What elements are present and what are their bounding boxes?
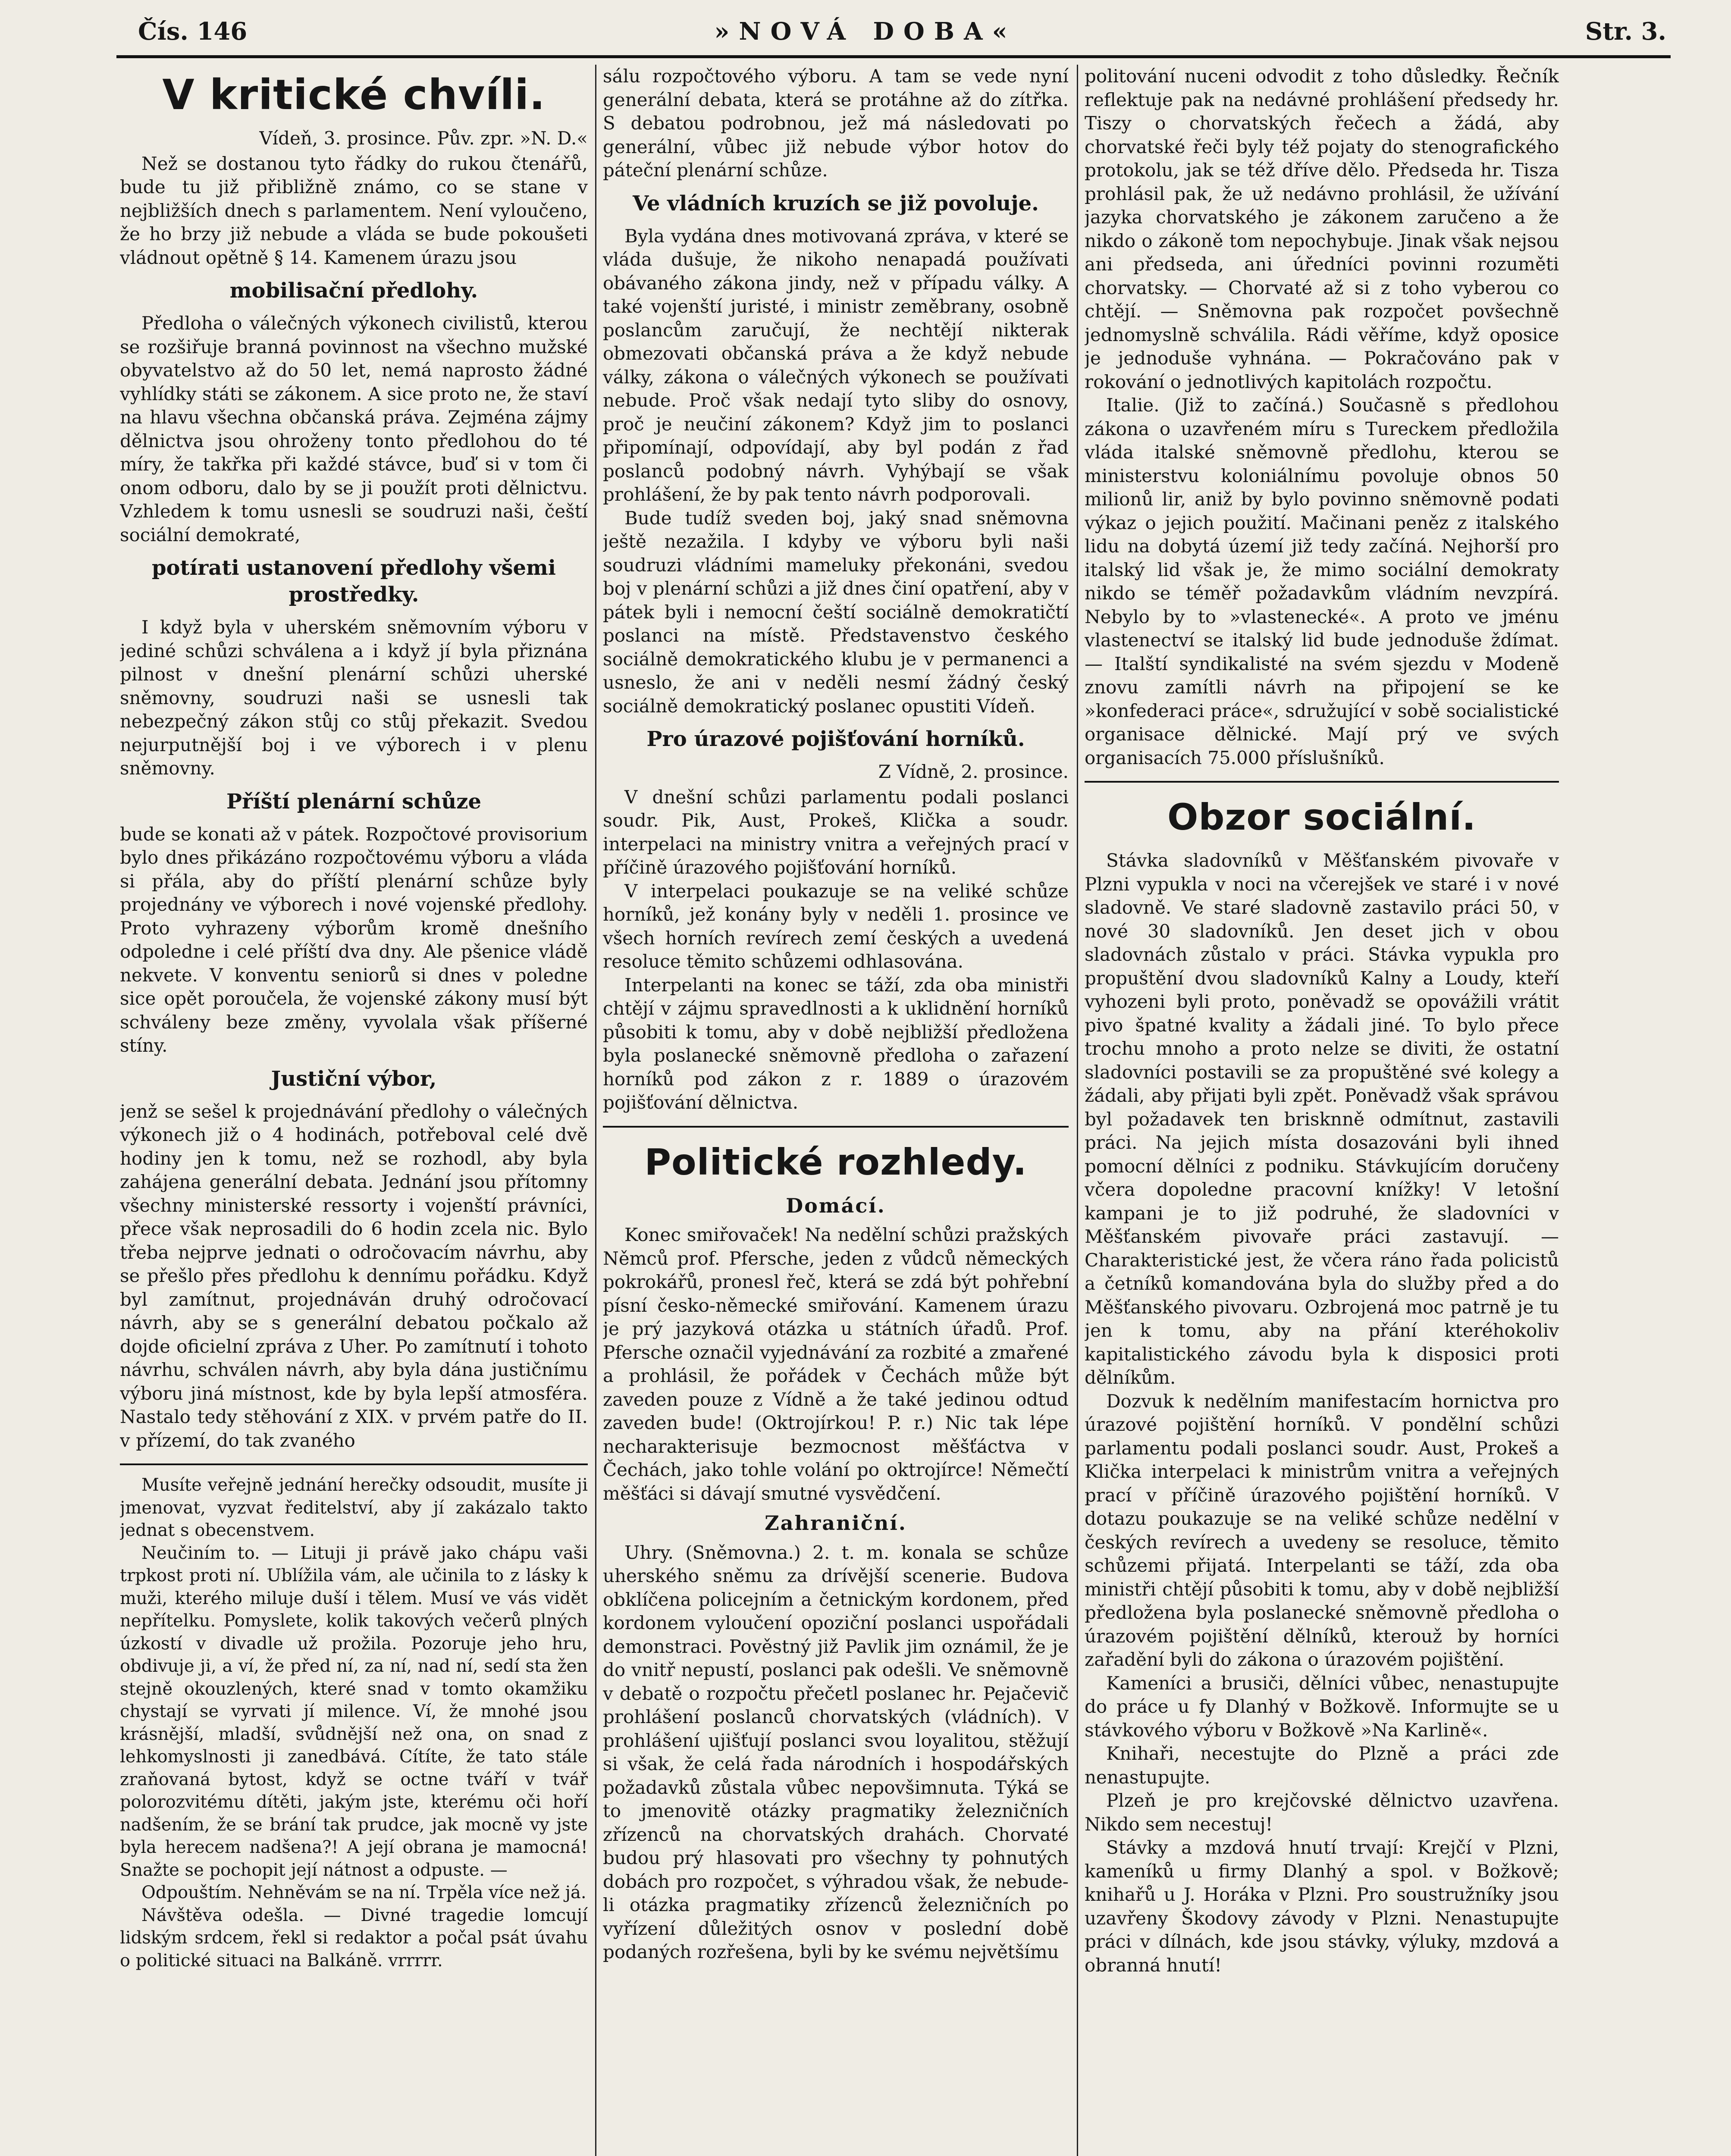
article-dateline: Z Vídně, 2. prosince. xyxy=(878,761,1069,782)
article-paragraph: Interpelanti na konec se táží, zda oba ministři chtějí v zájmu spravedlnosti a k uklidnění horníků působiti k tomu, aby v době nejbližší předložena byla poslanecké sněmovně předloha o zařazení horníků pod zákon z r. 1889 o úrazovém pojišťování dělnictva. xyxy=(603,974,1069,1113)
running-header xyxy=(0,0,1731,60)
header-rule xyxy=(116,55,1671,58)
article-subheading: potírati ustanovení předlohy všemi prostředky. xyxy=(151,556,556,607)
article-subheading: Pro úrazové pojišťování horníků. xyxy=(646,727,1025,751)
issue-number: Čís. 146 xyxy=(138,17,248,46)
article-paragraph: bude se konati až v pátek. Rozpočtové provisorium bylo dnes přikázáno rozpočtovému výboru a vláda si přála, aby do příští plenární schůze byly projednány ve výborech i nové vojenské předlohy. Proto vyhrazeny výborům kromě dnešního odpoledne i celé příští dva dny. Ale pšenice vládě nekvete. V konventu seniorů si dnes v poledne sice opět poroučela, že vojenské zákony musí být schváleny beze změny, vyvolala však příšerné stíny. xyxy=(120,823,588,1056)
article-subheading: Ve vládních kruzích se již povoluje. xyxy=(633,191,1039,216)
article-paragraph: Italie. (Již to začíná.) Současně s předlohou zákona o uzavřeném míru s Tureckem předložila vláda italské sněmovně předlohu, kterou se ministerstvu koloniálnímu povoluje obnos 50 milionů lir, aniž by bylo povinno sněmovně podati výkaz o jejich použití. Mačinani peněz z italského lidu na dobytá území již tedy začíná. Nejhorší pro italský lid však je, že mimo sociální demokraty nikdo se téměř požadavkům vládním nevzpírá. Nebylo by to »vlastenecké«. A proto ve jménu vlastenectví se italský lid bude jednoduše ždímat. — Italští syndikalisté na svém sjezdu v Modeně znovu zamítli návrh na připojení se ke »konfederaci práce«, sdružující v sobě socialistické organisace dělnické. Mají prý ve svých organisacích 75.000 příslušníků. xyxy=(1085,395,1559,768)
article-paragraph: Uhry. (Sněmovna.) 2. t. m. konala se schůze uherského sněmu za drívější scenerie. Budova obklíčena policejním a četnickým kordonem, před kordonem vyloučení opoziční poslanci uspořádali demonstraci. Pověstný již Pavlik jim oznámil, že je do vnitř nepustí, poslanci pak odešli. Ve sněmovně v debatě o rozpočtu přečetl poslanec hr. Pejačevič prohlášení poslanců chorvatských (vládních). V prohlášení ujišťují poslanci svou loyalitou, stěžují si však, že celá řada národních i hospodářských požadavků zůstala vůbec nepovšimnuta. Týká se to jmenovitě otázky pragmatiky železničních zřízenců na chorvatských drahách. Chorvaté budou prý hlasovati pro všechny ty pohnutých dobách pro rozpočet, s výhradou však, že nebude-li otázka pragmatiky zřízenců železničních po vyřízení důležitých osnov v poslední době podaných rozřešena, byli by ke svému největšímu xyxy=(603,1542,1069,1962)
section-label: Zahraniční. xyxy=(765,1511,907,1535)
article-paragraph: jenž se sešel k projednávání předlohy o válečných výkonech již o 4 hodinách, potřeboval celé dvě hodiny jen k tomu, než se rozhodl, aby byla zahájena generální debata. Jednání jsou přítomny všechny ministerské ressorty i vojenští právníci, přece však neprosadili do 6 hodin zcela nic. Bylo třeba nejprve jednati o odročovacím návrhu, aby se přešlo přes předlohu k dennímu pořádku. Když byl zamítnut, projednáván druhý odročovací návrh, aby se s generální debatou počkalo až dojde oficielní zpráva z Uher. Po zamítnutí i tohoto návrhu, schválen návrh, aby byla dána justičnímu výboru jiná místnost, kde by byla lepší atmosféra. Nastalo tedy stěhování z XIX. v prvém patře do II. v přízemí, do tak zvaného xyxy=(120,1100,588,1451)
column-1 xyxy=(120,65,588,2156)
column-divider-2 xyxy=(1077,65,1078,2156)
article-paragraph: Stávka sladovníků v Měšťanském pivovaře v Plzni vypukla v noci na včerejšek ve staré i v nové sladovně. Ve staré sladovně zastavilo práci 50, v nové 30 sladovníků. Jen deset jich v obou sladovnách zůstalo v práci. Stávka vypukla pro propuštění dvou sladovníků Kalny a Loudy, kteří vyhozeni byli proto, poněvadž se opovážili vrátit pivo špatné kvality a žádali jiné. To bylo přece trochu mnoho a proto nelze se diviti, že ostatní sladovníci postavili se za propuštěné své kolegy a žádali, aby přijati byli zpět. Poněvadž však správou byl požadavek ten brisknně odmítnut, zastavili práci. Na jejich místa dosazováni byli ihned pomocní dělníci z podniku. Stávkujícím doručeny včera dopoledne pracovní knížky! V letošní kampani je to již podruhé, že sladovníci v Měšťanském pivovaře práci zastavují. — Charakteristické jest, že včera ráno řada policistů a četníků komandována byla do služby před a do Měšťanského pivovaru. Ozbrojená moc patrně je tu jen k tomu, aby na přání kteréhokoliv kapitalistického závodu byla k disposici proti dělníkům. xyxy=(1085,850,1559,1388)
section-rule xyxy=(603,1126,1069,1128)
section-headline: Politické rozhledy. xyxy=(644,1141,1027,1183)
article-paragraph: Bude tudíž sveden boj, jaký snad sněmovna ještě nezažila. I kdyby ve výboru byli naši soudruzi vládními mameluky překonáni, svedou boj v plenární schůzi a již dnes činí opatření, aby v pátek byli i nemocní čeští sociálně demokratičtí poslanci na místě. Představenstvo českého sociálně demokratického klubu je v permanenci a usneslo, že ani v neděli nesmí žádný český sociálně demokratický poslanec opustiti Vídeň. xyxy=(603,507,1069,717)
article-paragraph: V interpelaci poukazuje se na veliké schůze horníků, jež konány byly v neděli 1. prosince ve všech horních revírech zemí českých a uvedená resoluce těmito schůzemi odhlasována. xyxy=(603,880,1069,972)
column-divider-1 xyxy=(595,65,596,2156)
feuilleton-paragraph: Návštěva odešla. — Divné tragedie lomcují lidským srdcem, řekl si redaktor a počal psát úvahu o politické situaci na Balkáně. vrrrrr. xyxy=(120,1905,588,1971)
page-number: Str. 3. xyxy=(1585,17,1666,46)
article-subheading: mobilisační předlohy. xyxy=(229,279,478,303)
article-paragraph: sálu rozpočtového výboru. A tam se vede nyní generální debata, která se protáhne až do zítřka. S debatou podrobnou, jež má následovati po generální, vůbec již nebude výbor hotov do páteční plenární schůze. xyxy=(603,66,1069,181)
article-paragraph: Kameníci a brusiči, dělníci vůbec, nenastupujte do práce u fy Dlanhý v Božkově. Informujte se u stávkového výboru v Božkově »Na Karlině«. xyxy=(1085,1672,1559,1741)
column-2 xyxy=(603,65,1069,2156)
section-headline: Obzor sociální. xyxy=(1167,796,1477,838)
feuilleton-paragraph: Neučiním to. — Lituji ji právě jako chápu vaši trpkost proti ní. Ublížila vám, ale učinila to z lásky k muži, kterého miluje duší i tělem. Musí ve vás vidět nepřítelku. Pomyslete, kolik takových večerů plných úzkostí v divadle už prožila. Pozoruje jeho hru, obdivuje ji, a ví, že před ní, za ní, nad ní, sedí sta žen stejně okouzlených, které snad v tomto okamžiku chystají se vyrvati jí milence. Ví, že mnohé jsou krásnější, mladší, svůdnější než ona, on snad z lehkomyslnosti ji zanedbává. Cítíte, že tato stále zraňovaná bytost, když se octne tváří v tvář polorozvitému dítěti, jakým jste, kterému oči hoří nadšením, že se brání tak prudce, jak mocně vy jste byla herecem nadšena?! A její obrana je mamocná! Snažte se pochopit její nátnost a odpuste. — xyxy=(120,1543,588,1880)
feuilleton-paragraph: Odpouštím. Nehněvám se na ní. Trpěla více než já. xyxy=(141,1883,586,1902)
article-paragraph: Stávky a mzdová hnutí trvají: Krejčí v Plzni, kameníků u firmy Dlanhý a spol. v Božkově; knihařů u J. Horáka v Plzni. Pro soustružníky jsou uzavřeny Škodovy závody v Plzni. Nenastupujte práci v dílnách, kde jsou stávky, výluky, mzdová a obranná hnutí! xyxy=(1085,1837,1559,1976)
article-paragraph: Než se dostanou tyto řádky do rukou čtenářů, bude tu již přibližně známo, co se stane v nejbližších dnech s parlamentem. Není vyloučeno, že ho brzy již nebude a vláda se bude pokoušeti vládnout opětně § 14. Kamenem úrazu jsou xyxy=(120,153,588,268)
section-rule xyxy=(1085,781,1559,783)
article-paragraph: Plzeň je pro krejčovské dělnictvo uzavřena. Nikdo sem necestuj! xyxy=(1085,1790,1559,1835)
article-paragraph: Předloha o válečných výkonech civilistů, kterou se rozšiřuje branná povinnost na všechno mužské obyvatelstvo až do 50 let, nemá naprosto žádné vyhlídky státi se zákonem. A sice proto ne, že staví na hlavu všechna občanská práva. Zejména zájmy dělnictva jsou ohroženy tonto předlohou do té míry, že takřka při každé stávce, buď si v tom či onom odboru, dalo by se ji použít proti dělnictvu. Vzhledem k tomu usnesli se soudruzi naši, čeští sociální demokraté, xyxy=(120,313,588,545)
column-3 xyxy=(1085,65,1559,2156)
section-label: Domácí. xyxy=(786,1194,886,1217)
newspaper-title: »NOVÁ DOBA« xyxy=(714,17,1017,46)
feuilleton-paragraph: Musíte veřejně jednání herečky odsoudit, musíte ji jmenovat, vyzvat ředitelství, aby jí zakázalo takto jednat s obecenstvem. xyxy=(120,1475,588,1540)
article-paragraph: V dnešní schůzi parlamentu podali poslanci soudr. Pik, Aust, Prokeš, Klička a soudr. interpelaci na ministry vnitra a veřejných prací v příčině úrazového pojišťování horníků. xyxy=(603,786,1069,878)
feuilleton xyxy=(120,1474,588,1972)
article-subheading: Příští plenární schůze xyxy=(226,789,482,814)
article-subheading: Justiční výbor, xyxy=(271,1066,437,1091)
article-dateline: Vídeň, 3. prosince. Pův. zpr. »N. D.« xyxy=(259,128,588,149)
article-paragraph: Konec smiřovaček! Na nedělní schůzi pražských Němců prof. Pfersche, jeden z vůdců německých pokrokářů, pronesl řeč, která se zdá být pohřební písní česko-německé smiřování. Kamenem úrazu je prý jazyková otázka u státních úřadů. Prof. Pfersche označil vyjednávání za rozbité a zmařené a prohlásil, že pořádek v Čechách může být zaveden pouze z Vídně a že také jedinou odtud zaveden bude! (Oktrojírkou! P. r.) Nic tak lépe necharakterisuje bezmocnost měšťáctva v Čechách, jako tohle volání po oktrojírce! Němečtí měšťáci si dávají smutné vysvědčení. xyxy=(603,1224,1069,1504)
article-paragraph: Dozvuk k nedělním manifestacím hornictva pro úrazové pojištění horníků. V pondělní schůzi parlamentu podali poslanci soudr. Aust, Prokeš a Klička interpelaci k ministrům vnitra a veřejných prací v příčině úrazového pojištění horníků. V dotazu poukazuje se na veliké schůze nedělní v českých revírech a uvedeny se resoluce, těmito schůzemi přijatá. Interpelanti se táží, zda oba ministři chtějí působiti k tomu, aby v době nejbližší předložena byla poslanecké sněmovně předloha o úrazovém pojištění dělníků, kterouž by horníci zařadění byli do zákona o úrazovém pojištění. xyxy=(1085,1390,1559,1670)
article-paragraph: Byla vydána dnes motivovaná zpráva, v které se vláda dušuje, že nikoho nenapadá používati obávaného zákona jindy, než v případu války. A také vojenští juristé, i ministr zeměbrany, osobně poslancům zaručují, že nechtějí nikterak obmezovati občanská práva a že když nebude války, zákona o válečných výkonech se používati nebude. Proč však nedají tyto sliby do osnovy, proč je neučiní zákonem? Když jim to poslanci připomínají, odpovídají, aby byl podán z řad poslanců podobný návrh. Vyhýbají se však prohlášení, že by pak tento návrh podporovali. xyxy=(603,225,1069,505)
article-headline: V kritické chvíli. xyxy=(162,71,546,119)
article-paragraph: politování nuceni odvodit z toho důsledky. Řečník reflektuje pak na nedávné prohlášení předsedy hr. Tiszy o chorvatských řečech a žádá, aby chorvatské řeči byly též pojaty do stenografického protokolu, jak se též dříve dělo. Předseda hr. Tisza prohlásil pak, že už nedávno prohlásil, že užívání jazyka chorvatského je zákonem zaručeno a že nikdo o zákoně tom nepochybuje. Jinak však nejsou ani předseda, ani úředníci povinni rozuměti chorvatsky. — Chorvaté až si z toho vyberou co chtějí. — Sněmovna pak rozpočet povšechně jednomyslně schválila. Rádi věříme, když oposice je jednoduše vyhnána. — Pokračováno pak v rokování o jednotlivých kapitolách rozpočtu. xyxy=(1085,66,1559,392)
article-paragraph: I když byla v uherském sněmovním výboru v jediné schůzi schválena a i když jí byla přiznána pilnost v dnešní plenární schůzi uherské sněmovny, soudruzi naši se usnesli tak nebezpečný zákon stůj co stůj překazit. Svedou nejurputnější boj i ve výborech i v plenu sněmovny. xyxy=(120,617,588,779)
feuilleton-rule xyxy=(120,1463,588,1465)
article-paragraph: Knihaři, necestujte do Plzně a práci zde nenastupujte. xyxy=(1085,1743,1559,1788)
